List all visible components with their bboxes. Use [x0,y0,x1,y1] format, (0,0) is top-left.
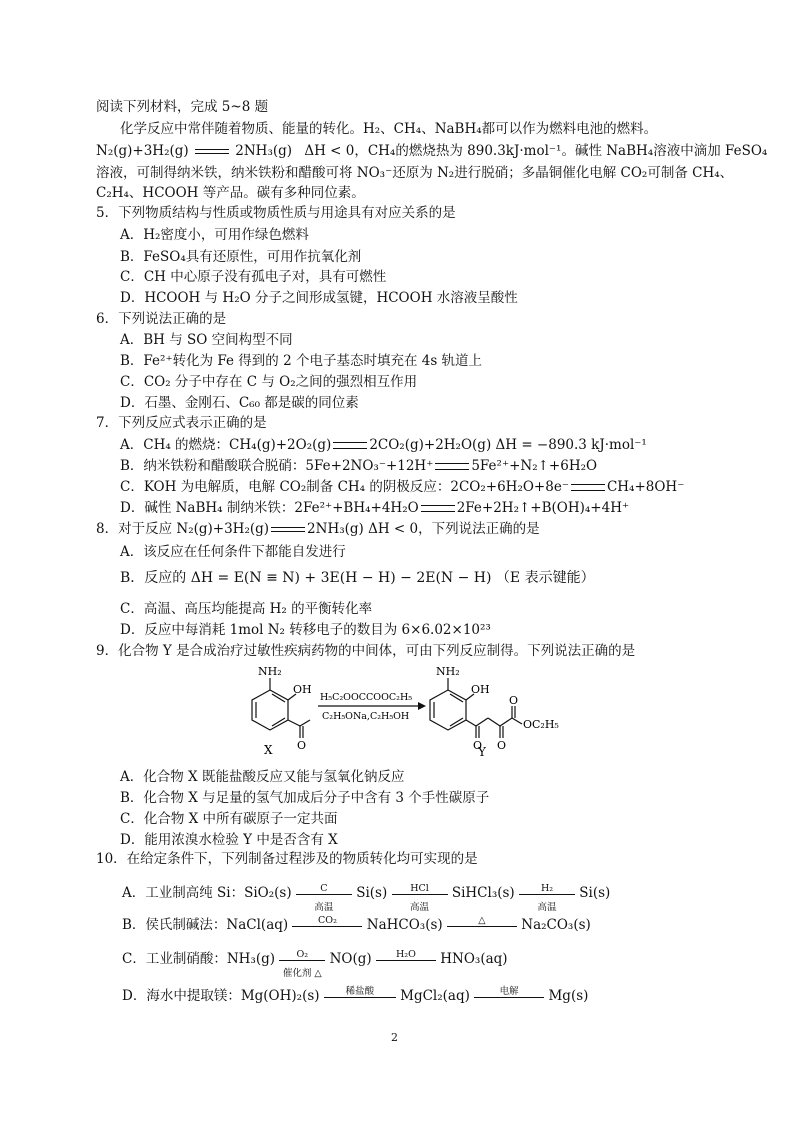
double-line-icon [435,463,469,470]
arrow-bottom-label: 催化剂 △ [282,967,322,979]
arrow-top-label: H₂ [540,882,554,894]
question-5-option-a: A．H₂密度小，可用作绿色燃料 [120,227,309,243]
option-d-right: 2Fe+2H₂↑+B(OH)₄+4H⁺ [456,500,630,516]
material-paragraph-2 [96,142,767,160]
option-d-left: D．碱性 NaBH₄ 制纳米铁：2Fe²⁺+BH₄+4H₂O [120,500,419,516]
question-7-option-c [120,478,684,496]
arrow-h2-icon [519,882,575,913]
option-c-end: HNO₃(aq) [440,951,508,967]
question-5-option-b: B．FeSO₄具有还原性，可用作抗氧化剂 [120,249,362,265]
y-ketone2-o-label: O [497,739,507,752]
x-o-label: O [297,739,307,752]
y-ketone-o-label: O [473,739,483,752]
question-6-stem: 6．下列说法正确的是 [96,311,227,327]
option-b-label: B．侯氏制碱法：NaCl(aq) [122,917,289,933]
question-5-option-c: C．CH 中心原子没有孤电子对，具有可燃性 [120,269,387,285]
y-oc2h5-label: OC₂H₅ [523,718,559,731]
arrow-hcl-icon [392,882,448,913]
question-6-option-a: A．BH 与 SO 空间构型不同 [120,332,293,348]
material-equation-right: 2NH₃(g) [235,143,293,159]
question-7-option-d [120,499,629,517]
question-10-option-b [122,916,591,934]
option-b-mid1: NaHCO₃(s) [366,917,443,933]
question-10-option-d [122,987,588,1005]
option-b-end: Na₂CO₃(s) [521,917,591,933]
question-9-option-c: C．化合物 X 中所有碳原子一定共面 [120,811,338,827]
option-d-mid1: MgCl₂(aq) [400,988,470,1004]
question-10-stem: 10．在给定条件下，下列制备过程涉及的物质转化均可实现的是 [96,851,478,867]
question-9-option-b: B．化合物 X 与足量的氢气加成后分子中含有 3 个手性碳原子 [120,790,490,806]
option-b-left: B．纳米铁粉和醋酸联合脱硝：5Fe+2NO₃⁻+12H⁺ [120,458,434,474]
double-line-icon [571,484,605,491]
material-title: 阅读下列材料，完成 5~8 题 [96,99,269,115]
question-8-option-d: D．反应中每消耗 1mol N₂ 转移电子的数目为 6×6.02×10²³ [120,622,491,638]
arrow-top-label: △ [478,914,486,926]
material-equation-left: N₂(g)+3H₂(g) [96,143,189,159]
arrow-bottom-label: 高温 [410,901,430,913]
arrow-h2o-icon [376,948,436,961]
reagent-bottom: C₂H₅ONa,C₂H₅OH [322,711,410,722]
option-d-label: D．海水中提取镁：Mg(OH)₂(s) [122,988,320,1004]
option-c-label: C．工业制硝酸：NH₃(g) [122,951,276,967]
option-a-mid1: Si(s) [356,885,388,901]
option-a-label: A．工业制高纯 Si：SiO₂(s) [122,885,292,901]
arrow-heat-icon [447,914,517,927]
y-nh2-label: NH₂ [436,665,460,678]
question-9-option-a: A．化合物 X 既能盐酸反应又能与氢氧化钠反应 [120,769,405,785]
material-paragraph-1: 化学反应中常伴随着物质、能量的转化。H₂、CH₄、NaBH₄都可以作为燃料电池的燃料。 [120,121,658,137]
material-paragraph-4: C₂H₄、HCOOH 等产品。碳有多种同位素。 [96,185,365,201]
reaction-scheme [230,660,590,760]
material-paragraph-3: 溶液，可制得纳米铁，纳米铁粉和醋酸可将 NO₃⁻还原为 N₂进行脱硝；多晶铜催化电解 CO₂可制备 CH₄、 [96,165,734,181]
question-7-option-a [120,436,647,454]
question-5-stem: 5．下列物质结构与性质或物质性质与用途具有对应关系的是 [96,205,456,221]
question-8-stem-right: 2NH₃(g) ΔH < 0，下列说法正确的是 [307,521,540,537]
option-a-end: Si(s) [579,885,611,901]
question-5-option-d: D．HCOOH 与 H₂O 分子之间形成氢键，HCOOH 水溶液呈酸性 [120,290,518,306]
equilibrium-arrow-icon [195,148,229,156]
option-a-mid2: SiHCl₃(s) [451,885,515,901]
arrow-o2-icon [279,948,325,979]
question-10-option-c [122,948,508,979]
arrow-top-label: 电解 [499,985,519,997]
option-b-right: 5Fe²⁺+N₂↑+6H₂O [471,458,598,474]
arrow-co2-icon [292,914,362,927]
question-7-option-b [120,457,597,475]
question-8-option-c: C．高温、高压均能提高 H₂ 的平衡转化率 [120,601,373,617]
x-nh2-label: NH₂ [258,665,282,678]
question-8-option-a: A．该反应在任何条件下都能自发进行 [120,544,346,560]
question-7-stem: 7．下列反应式表示正确的是 [96,415,267,431]
arrow-electrolysis-icon [474,985,544,998]
option-d-end: Mg(s) [548,988,589,1004]
label-y: Y [478,745,486,759]
y-oh-label: OH [471,683,490,696]
question-10-option-a [122,882,611,913]
arrow-top-label: HCl [410,882,429,894]
arrow-bottom-label: 高温 [537,901,557,913]
reagent-top: H₅C₂OOCCOOC₂H₅ [320,692,413,703]
option-c-right: CH₄+8OH⁻ [606,479,685,495]
y-ester-o-label: O [509,694,519,707]
question-8-option-b: B．反应的 ΔH = E(N ≡ N) + 3E(H − H) − 2E(N − H) （E 表示键能） [120,570,595,586]
question-6-option-b: B．Fe²⁺转化为 Fe 得到的 2 个电子基态时填充在 4s 轨道上 [120,353,483,369]
arrow-bottom-label: 高温 [314,901,334,913]
option-a-left: A．CH₄ 的燃烧：CH₄(g)+2O₂(g) [120,437,332,453]
double-line-icon [333,442,367,449]
arrow-top-label: C [320,882,328,894]
question-8-stem-left: 8．对于反应 N₂(g)+3H₂(g) [96,521,270,537]
page-number: 2 [391,1031,398,1044]
reaction-arrowhead-icon [418,702,426,710]
equilibrium-arrow-icon [271,526,305,534]
question-8-stem [96,520,540,538]
question-6-option-d: D．石墨、金刚石、C₆₀ 都是碳的同位素 [120,395,359,411]
option-a-right: 2CO₂(g)+2H₂O(g) ΔH = −890.3 kJ·mol⁻¹ [369,437,647,453]
question-6-option-c: C．CO₂ 分子中存在 C 与 O₂之间的强烈相互作用 [120,374,418,390]
material-enthalpy-text: ΔH < 0，CH₄的燃烧热为 890.3kJ·mol⁻¹。碱性 NaBH₄溶液中滴加 FeSO₄ [304,143,768,159]
arrow-top-label: 稀盐酸 [345,985,375,997]
option-c-mid1: NO(g) [329,951,372,967]
arrow-c-icon [296,882,352,913]
double-line-icon [421,505,455,512]
arrow-top-label: CO₂ [318,914,337,926]
arrow-dilute-hcl-icon [324,985,396,998]
question-9-stem: 9．化合物 Y 是合成治疗过敏性疾病药物的中间体，可由下列反应制得。下列说法正确的是 [96,643,636,659]
arrow-top-label: H₂O [396,948,416,960]
option-c-left: C．KOH 为电解质，电解 CO₂制备 CH₄ 的阴极反应：2CO₂+6H₂O+8e⁻ [120,479,569,495]
question-9-option-d: D．能用浓溴水检验 Y 中是否含有 X [120,832,338,848]
x-oh-label: OH [293,683,312,696]
label-x: X [264,743,273,757]
arrow-top-label: O₂ [296,948,309,960]
